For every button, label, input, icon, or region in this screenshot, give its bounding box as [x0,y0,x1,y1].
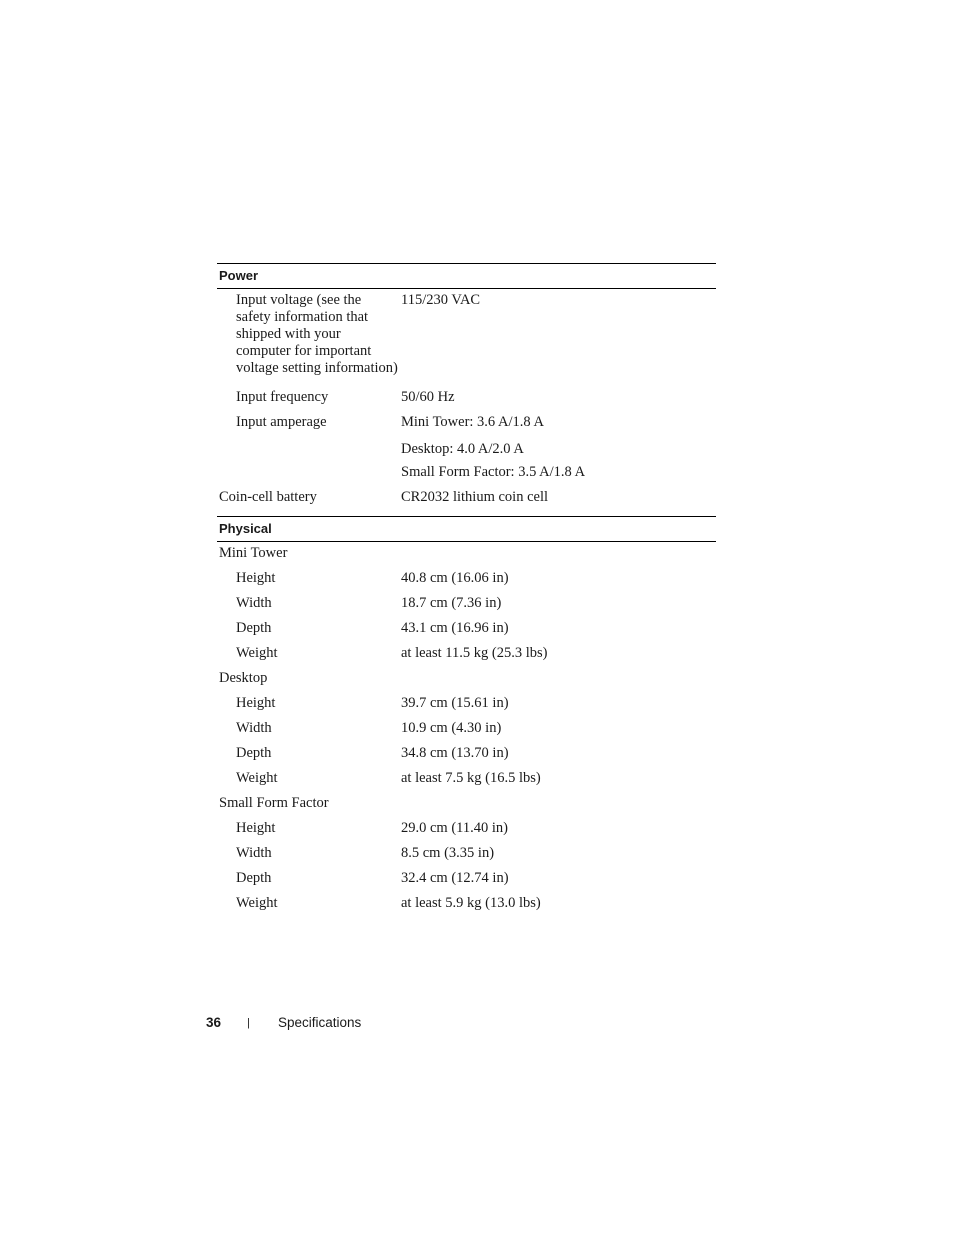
spec-label: Coin-cell battery [219,489,317,505]
spec-row-input-frequency [217,381,716,410]
power-heading: Power [217,264,716,289]
spec-value: at least 11.5 kg (25.3 lbs) [401,645,548,661]
group-label: Desktop [219,670,268,686]
spec-value: at least 7.5 kg (16.5 lbs) [401,770,541,786]
spec-row-input-amperage [217,410,716,435]
spec-value: Mini Tower: 3.6 A/1.8 A [401,414,544,430]
spec-label: Weight [236,770,278,786]
spec-value: 40.8 cm (16.06 in) [401,570,509,586]
page-number: 36 [206,1015,222,1030]
spec-value: 10.9 cm (4.30 in) [401,720,502,736]
group-row-desktop [217,666,716,691]
spec-label: Depth [236,745,272,761]
spec-row [217,641,716,666]
power-section-header [217,264,716,289]
spec-row-input-amperage-desktop [217,435,716,462]
power-spec-table [217,263,716,510]
spec-row [217,841,716,866]
spec-value: 34.8 cm (13.70 in) [401,745,509,761]
physical-section-header [217,517,716,542]
spec-value: 18.7 cm (7.36 in) [401,595,502,611]
spec-row [217,766,716,791]
group-row-mini-tower [217,542,716,567]
spec-value: Small Form Factor: 3.5 A/1.8 A [401,464,586,480]
spec-value: 29.0 cm (11.40 in) [401,820,508,836]
spec-row [217,591,716,616]
spec-row [217,891,716,916]
spec-label: Weight [236,645,278,661]
spec-label: Input amperage [236,414,327,430]
spec-row [217,616,716,641]
spec-value: Desktop: 4.0 A/2.0 A [401,441,524,457]
spec-value: 8.5 cm (3.35 in) [401,845,495,861]
footer-separator: | [247,1017,250,1029]
spec-row [217,866,716,891]
spec-label: Height [236,695,276,711]
footer-section-name: Specifications [278,1015,362,1030]
spec-value: 115/230 VAC [401,292,481,308]
physical-spec-table [217,516,716,916]
spec-label: Input frequency [236,389,329,405]
spec-label: Width [236,720,272,736]
spec-row [217,716,716,741]
spec-value: 50/60 Hz [401,389,455,405]
spec-label: Input voltage (see the safety information that shipped with your computer for important voltage setting information) [236,292,398,376]
spec-row-input-voltage [217,289,716,382]
spec-label: Weight [236,895,278,911]
spec-value: at least 5.9 kg (13.0 lbs) [401,895,541,911]
spec-label: Width [236,595,272,611]
spec-label: Height [236,820,276,836]
spec-row [217,816,716,841]
spec-row [217,741,716,766]
spec-label: Width [236,845,272,861]
group-label: Small Form Factor [219,795,329,811]
spec-value: 39.7 cm (15.61 in) [401,695,509,711]
spec-row-input-amperage-sff [217,462,716,485]
group-row-small-form-factor [217,791,716,816]
spec-label: Height [236,570,276,586]
spec-row-coin-cell-battery [217,485,716,510]
spec-value: 43.1 cm (16.96 in) [401,620,509,636]
spec-value: 32.4 cm (12.74 in) [401,870,509,886]
spec-label: Depth [236,620,272,636]
spec-row [217,566,716,591]
group-label: Mini Tower [219,545,288,561]
spec-value: CR2032 lithium coin cell [401,489,549,505]
physical-heading: Physical [217,517,716,542]
spec-label: Depth [236,870,272,886]
spec-row [217,691,716,716]
